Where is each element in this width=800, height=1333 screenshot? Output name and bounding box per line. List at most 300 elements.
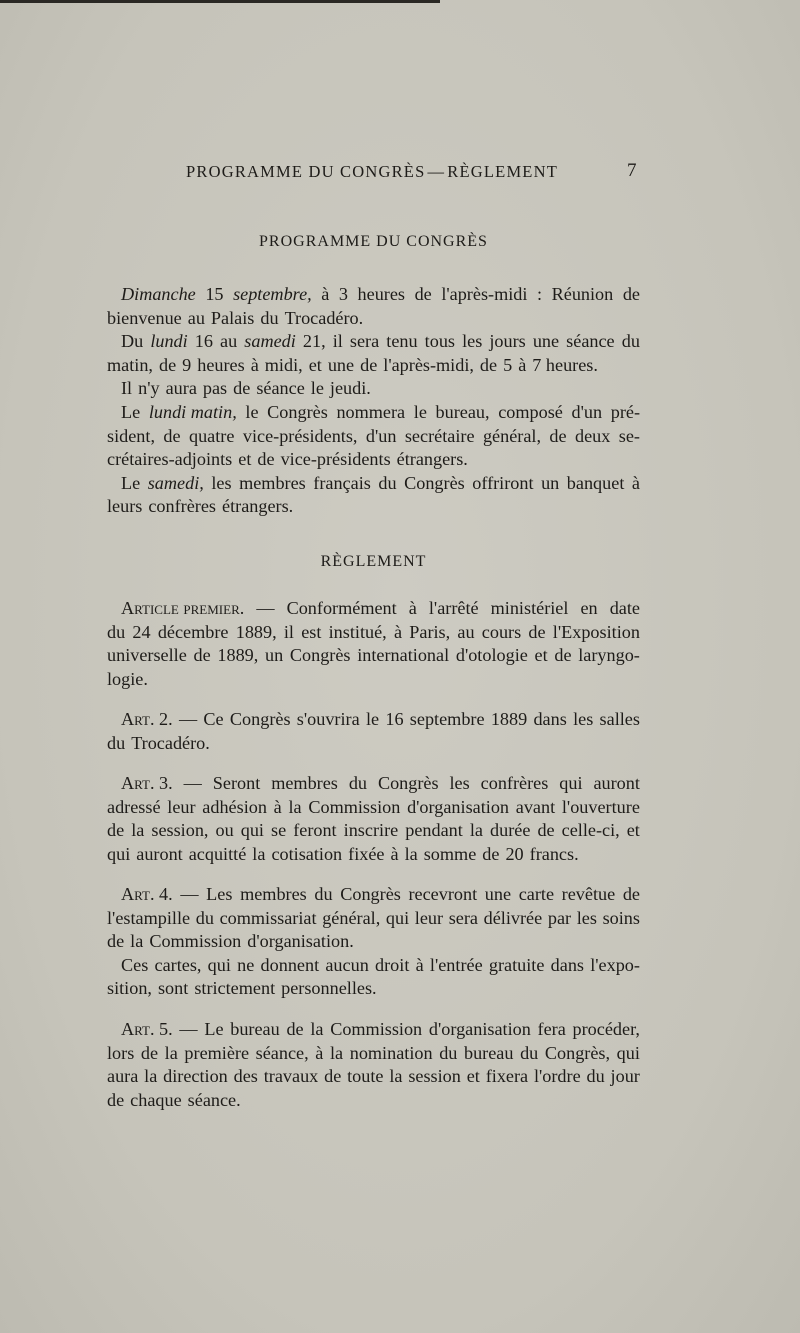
word: commissariat: [219, 907, 317, 928]
word: étrangers.: [222, 496, 294, 517]
word: à: [415, 954, 424, 975]
word: l'après-midi,: [383, 354, 474, 375]
word: séance: [566, 331, 615, 352]
word: confrères: [480, 773, 549, 793]
text-line: [107, 883, 640, 907]
word: soins: [602, 907, 640, 928]
word: de: [622, 284, 640, 304]
word: la: [130, 931, 144, 952]
word: membres: [240, 884, 307, 904]
reglement-title: RÈGLEMENT: [320, 553, 427, 570]
text-line: [107, 796, 640, 820]
word: dans: [550, 954, 584, 975]
programme-text: [107, 283, 640, 519]
word: 3: [338, 284, 348, 304]
word: un: [265, 645, 284, 666]
word: cotisation: [271, 843, 343, 864]
word: de: [360, 354, 378, 375]
word: vice-présidents,: [242, 425, 358, 446]
word: la: [252, 843, 266, 864]
word: samedi,: [147, 472, 204, 493]
top-edge-rule: [0, 0, 440, 3]
article-1: [107, 597, 640, 691]
word: heures: [357, 284, 406, 304]
word: n'y: [138, 378, 160, 399]
word: les: [573, 709, 594, 729]
word: lundi: [150, 331, 188, 352]
word: la: [469, 820, 483, 841]
word: au: [457, 621, 475, 642]
word: de: [140, 1042, 159, 1063]
word: de: [257, 449, 275, 470]
word: cours: [481, 621, 522, 642]
word: de: [286, 1019, 304, 1039]
word: général,: [322, 907, 381, 928]
word: 20: [505, 843, 524, 864]
word: samedi: [244, 331, 296, 352]
word: la: [288, 796, 302, 817]
word: sera: [349, 331, 380, 352]
word: du: [586, 1066, 605, 1087]
word: Congrès,: [544, 1042, 611, 1063]
text-line: [107, 401, 640, 425]
word: séance: [256, 378, 305, 399]
word: durée: [490, 820, 531, 841]
word: cartes,: [154, 954, 202, 975]
word: offriront: [472, 472, 534, 493]
word: Congrès: [289, 645, 351, 666]
word: du: [520, 1042, 539, 1063]
word: à: [631, 472, 640, 493]
word: d'organisation: [407, 796, 510, 817]
word: une: [484, 884, 512, 904]
word: les: [462, 331, 483, 352]
word: Congrès: [404, 472, 465, 493]
word: membres: [239, 472, 306, 493]
word: du: [621, 331, 640, 352]
word: à: [315, 1042, 324, 1063]
word: du: [107, 732, 126, 753]
word: session: [408, 1066, 461, 1087]
word: leurs: [107, 496, 143, 517]
word: leur: [414, 907, 444, 928]
word: 5: [503, 354, 513, 375]
word: le: [245, 401, 259, 422]
word: à: [250, 354, 259, 375]
word: personnelles.: [281, 978, 377, 999]
word: général,: [482, 425, 541, 446]
word: Congrès: [377, 773, 439, 793]
word: les: [576, 907, 597, 928]
word: du: [348, 773, 367, 793]
word: d'organisation.: [247, 931, 354, 952]
word: Paris,: [409, 621, 451, 642]
article-2: [107, 708, 640, 755]
word: laryngo-: [578, 645, 640, 666]
word: séance,: [255, 1042, 309, 1063]
running-head-right: RÈGLEMENT: [447, 162, 558, 181]
running-head: [186, 162, 558, 182]
word: de: [233, 378, 251, 399]
text-line: [107, 448, 640, 472]
word: il: [283, 621, 294, 642]
word: Dimanche: [121, 284, 196, 304]
word: ministériel: [490, 598, 569, 618]
word: des: [233, 1066, 258, 1087]
word: Commission: [330, 1019, 423, 1039]
word: midi,: [264, 354, 303, 375]
text-line: [107, 819, 640, 843]
word: deux: [574, 425, 611, 446]
word: acquitté: [188, 843, 247, 864]
text-line: [107, 472, 640, 496]
word: à: [321, 284, 330, 304]
word: de: [479, 354, 498, 375]
word: Trocadéro.: [131, 732, 210, 753]
word: toute: [347, 1066, 384, 1087]
word: séance.: [187, 1089, 241, 1110]
word: à: [273, 796, 282, 817]
word: de: [158, 354, 177, 375]
word: qui: [240, 820, 264, 841]
text-line: [107, 954, 640, 978]
word: à: [408, 598, 417, 618]
word: pré-: [610, 401, 640, 422]
word: bienvenue: [107, 307, 182, 328]
word: matin,: [107, 354, 153, 375]
word: du: [314, 884, 333, 904]
article-5: [107, 1018, 640, 1112]
word: et: [534, 645, 548, 666]
word: et: [466, 1066, 480, 1087]
word: aucun: [325, 954, 369, 975]
word: d'otologie: [455, 645, 528, 666]
article-3: [107, 772, 640, 866]
word: 15: [205, 284, 224, 304]
text-line: [107, 644, 640, 668]
word: de: [107, 931, 125, 952]
word: au: [187, 307, 205, 328]
word: la: [404, 843, 418, 864]
word: la: [329, 1042, 344, 1063]
word: du: [439, 1042, 458, 1063]
word: sition,: [107, 978, 152, 999]
word: institué,: [328, 621, 387, 642]
word: de: [163, 425, 181, 446]
word: de: [324, 1066, 342, 1087]
running-head-left: PROGRAMME DU CONGRÈS: [186, 162, 426, 181]
word: décembre: [157, 621, 229, 642]
text-line: [107, 283, 640, 307]
word: 1889: [490, 709, 528, 729]
word: l'ouverture: [561, 796, 640, 817]
word: international: [357, 645, 450, 666]
text-line: [107, 1042, 640, 1066]
word: lundi matin,: [148, 401, 237, 422]
word: 9: [182, 354, 192, 375]
word: Palais: [210, 307, 255, 328]
word: Il: [121, 378, 133, 399]
word: de: [193, 645, 211, 666]
word: de: [549, 425, 567, 446]
word: septembre,: [233, 284, 312, 304]
word: jours: [489, 331, 526, 352]
word: l'ordre: [533, 1066, 581, 1087]
word: adressé: [107, 796, 161, 817]
word: Le: [204, 1019, 224, 1039]
word: du: [107, 621, 126, 642]
word: ou: [215, 820, 234, 841]
word: aura: [107, 1066, 139, 1087]
word: de: [482, 843, 500, 864]
word: une: [327, 354, 355, 375]
word: —: [178, 709, 198, 729]
word: inscrire: [343, 820, 399, 841]
word: la: [310, 1019, 324, 1039]
word: direction: [163, 1066, 228, 1087]
word: le: [365, 709, 380, 729]
word: Réunion: [551, 284, 614, 304]
word: Art. 5.: [121, 1019, 173, 1039]
word: ne: [237, 954, 255, 975]
word: la: [389, 1066, 403, 1087]
word: il: [332, 331, 343, 352]
word: de: [537, 820, 555, 841]
word: qui: [107, 843, 131, 864]
word: bureau: [230, 1019, 280, 1039]
word: Commission: [149, 931, 242, 952]
word: lors: [107, 1042, 135, 1063]
word: Congrès: [267, 401, 328, 422]
word: qui: [207, 954, 231, 975]
word: quatre: [188, 425, 235, 446]
word: l'arrêté: [428, 598, 479, 618]
word: de: [107, 820, 125, 841]
word: à: [393, 621, 403, 642]
word: délivrée: [483, 907, 543, 928]
word: et: [308, 354, 322, 375]
text-line: [107, 1065, 640, 1089]
word: de: [528, 621, 546, 642]
word: 1889,: [217, 645, 259, 666]
word: 1889,: [235, 621, 277, 642]
word: dans: [533, 709, 567, 729]
page-number: 7: [627, 160, 637, 181]
word: Commission: [308, 796, 401, 817]
word: par: [547, 907, 572, 928]
word: Le: [121, 401, 141, 422]
word: auront: [593, 773, 640, 793]
word: —: [179, 1019, 198, 1039]
word: à: [390, 843, 399, 864]
word: de: [622, 884, 640, 904]
word: se: [271, 820, 287, 841]
word: du: [260, 307, 279, 328]
word: 16: [385, 709, 404, 729]
text-line: [107, 621, 640, 645]
word: jeudi.: [329, 378, 371, 399]
text-line: [107, 597, 640, 621]
text-line: [107, 708, 640, 732]
word: tenu: [386, 331, 418, 352]
text-line: [107, 1089, 640, 1113]
word: première: [184, 1042, 250, 1063]
word: Congrès: [229, 709, 291, 729]
word: —: [183, 773, 202, 793]
word: l'Exposition: [552, 621, 640, 642]
word: celle-ci,: [561, 820, 620, 841]
word: universelle: [107, 645, 187, 666]
text-line: [107, 977, 640, 1001]
word: secrétaire: [404, 425, 475, 446]
word: tous: [424, 331, 455, 352]
text-line: [107, 307, 640, 331]
text-line: [107, 330, 640, 354]
word: Article premier.: [121, 598, 245, 618]
word: et: [626, 820, 640, 841]
word: adhésion: [202, 796, 267, 817]
word: chaque: [130, 1089, 182, 1110]
word: feront: [293, 820, 337, 841]
word: est: [301, 621, 322, 642]
text-line: [107, 425, 640, 449]
word: nomination: [349, 1042, 433, 1063]
word: vice-présidents: [280, 449, 391, 470]
word: étrangers.: [396, 449, 468, 470]
word: et: [238, 449, 252, 470]
word: francs.: [529, 843, 579, 864]
word: crétaires-adjoints: [107, 449, 233, 470]
programme-title: PROGRAMME DU CONGRÈS: [259, 233, 488, 250]
word: composé: [498, 401, 563, 422]
word: session,: [151, 820, 209, 841]
word: s'ouvrira: [296, 709, 360, 729]
word: —: [180, 884, 199, 904]
word: un: [541, 472, 560, 493]
word: fera: [537, 1019, 566, 1039]
word: 24: [132, 621, 151, 642]
word: la: [131, 820, 145, 841]
word: Conformément: [286, 598, 397, 618]
text-line: [107, 1018, 640, 1042]
word: bureau: [463, 1042, 514, 1063]
word: les: [211, 472, 232, 493]
word: Du: [121, 331, 144, 352]
word: 21,: [302, 331, 326, 352]
word: somme: [423, 843, 477, 864]
word: date: [609, 598, 640, 618]
word: une: [532, 331, 560, 352]
running-head-dash: —: [427, 162, 446, 181]
word: septembre: [409, 709, 485, 729]
word: sident,: [107, 425, 155, 446]
word: fixera: [485, 1066, 529, 1087]
word: au: [220, 331, 238, 352]
word: revêtue: [561, 884, 616, 904]
text-line: [107, 930, 640, 954]
word: Les: [206, 884, 233, 904]
word: l'entrée: [429, 954, 483, 975]
word: leur: [167, 796, 196, 817]
word: qui: [385, 907, 410, 928]
word: d'un: [571, 401, 603, 422]
text-line: [107, 354, 640, 378]
word: Trocadéro.: [284, 307, 364, 328]
word: recevront: [408, 884, 478, 904]
word: les: [449, 773, 470, 793]
word: l'estampille: [107, 907, 191, 928]
word: gratuite: [488, 954, 545, 975]
word: la: [144, 1066, 158, 1087]
word: le: [310, 378, 324, 399]
word: qui: [616, 1042, 640, 1063]
word: bureau,: [435, 401, 490, 422]
word: Art. 3.: [121, 773, 173, 793]
word: Congrès: [340, 884, 401, 904]
word: sera: [448, 907, 478, 928]
text-line: [107, 732, 640, 756]
word: d'organisation: [428, 1019, 531, 1039]
word: travaux: [263, 1066, 319, 1087]
word: procéder,: [572, 1019, 640, 1039]
word: Seront: [212, 773, 261, 793]
text-line: [107, 668, 640, 692]
word: Art. 4.: [121, 884, 173, 904]
word: sont: [157, 978, 189, 999]
word: de: [554, 645, 572, 666]
word: en: [580, 598, 598, 618]
word: l'expo-: [590, 954, 640, 975]
word: Art. 2.: [121, 709, 173, 729]
word: Le: [121, 472, 141, 493]
word: pas: [202, 378, 228, 399]
word: salles: [599, 709, 640, 729]
word: de: [107, 1089, 125, 1110]
word: pendant: [405, 820, 463, 841]
text-line: [107, 377, 640, 401]
text-line: [107, 907, 640, 931]
word: fixée: [348, 843, 385, 864]
word: 16: [194, 331, 213, 352]
word: :: [536, 284, 543, 304]
word: Ces: [121, 954, 149, 975]
word: nommera: [336, 401, 406, 422]
article-4: [107, 883, 640, 1001]
word: d'un: [365, 425, 397, 446]
word: carte: [518, 884, 555, 904]
word: jour: [610, 1066, 640, 1087]
word: avant: [515, 796, 556, 817]
word: l'après-midi: [441, 284, 528, 304]
word: Ce: [203, 709, 224, 729]
word: du: [195, 907, 214, 928]
word: à: [518, 354, 527, 375]
word: aura: [165, 378, 197, 399]
text-line: [107, 843, 640, 867]
word: la: [164, 1042, 178, 1063]
word: confrères: [148, 496, 217, 517]
word: droit: [375, 954, 410, 975]
word: membres: [271, 773, 338, 793]
text-line: [107, 772, 640, 796]
word: qui: [559, 773, 583, 793]
word: français: [313, 472, 371, 493]
word: donnent: [260, 954, 320, 975]
word: le: [413, 401, 427, 422]
word: du: [378, 472, 397, 493]
word: —: [256, 598, 275, 618]
word: strictement: [194, 978, 276, 999]
